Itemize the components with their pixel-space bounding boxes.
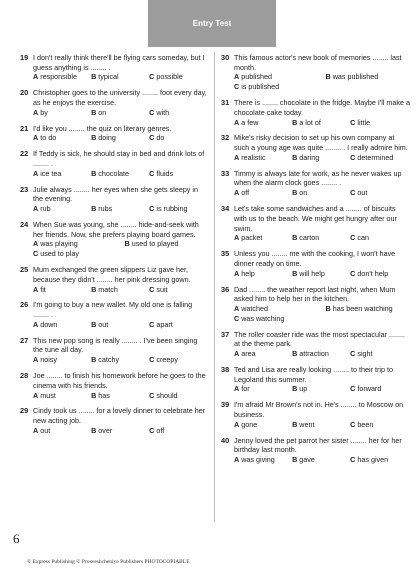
answer-option-b[interactable] <box>292 153 350 163</box>
option-letter: C <box>234 313 240 323</box>
option-letter: B <box>292 349 298 358</box>
answer-option-c[interactable] <box>149 169 207 179</box>
answer-option-c[interactable] <box>149 72 207 82</box>
answer-options <box>234 233 410 243</box>
option-text: determined <box>357 152 394 162</box>
option-text: daring <box>299 152 320 162</box>
option-letter: B <box>91 107 97 117</box>
answer-option-c[interactable] <box>149 391 207 401</box>
option-text: over <box>98 425 113 435</box>
answer-option-a[interactable] <box>234 118 292 128</box>
option-letter: C <box>350 384 356 394</box>
option-letter: B <box>91 319 97 329</box>
question-item <box>20 220 209 259</box>
page-title: Entry Test <box>192 19 232 28</box>
question-item <box>20 336 209 365</box>
option-letter: C <box>149 284 155 294</box>
answer-option-a[interactable] <box>234 72 326 82</box>
question-text: This famous actor's new book of memories ........ last month. <box>234 53 402 72</box>
option-letter: B <box>325 72 331 82</box>
question-text: Dad ........ the weather report last night, when Mum asked him to help her in the kitchen. <box>234 284 396 304</box>
option-letter: C <box>149 355 155 365</box>
question-text: Ted and Lisa are really looking ........ to their trip to Legoland this summer. <box>234 364 394 384</box>
answer-option-c[interactable] <box>33 249 209 259</box>
question-text: Mum exchanged the green slippers Liz gave her, because they didn't ........ her pink dressing gown. <box>33 265 191 284</box>
question-text: I'd like you ........ the quiz on literary genres. <box>33 123 172 133</box>
question-number: 31 <box>221 98 230 108</box>
option-text: catchy <box>98 355 120 365</box>
option-letter: C <box>33 249 39 259</box>
answer-option-a[interactable] <box>234 269 292 279</box>
question-number: 24 <box>20 220 29 229</box>
question-text: There is ........ chocolate in the fridge. Maybe I'll make a chocolate cake today. <box>234 98 410 117</box>
question-number: 26 <box>20 300 29 310</box>
answer-option-b[interactable] <box>91 426 149 436</box>
answer-option-b[interactable] <box>91 133 149 143</box>
option-text: will help <box>299 268 325 278</box>
answer-options <box>33 133 209 143</box>
option-letter: C <box>350 268 356 278</box>
option-letter: B <box>91 284 97 294</box>
option-letter: B <box>91 425 97 435</box>
option-letter: C <box>149 133 155 143</box>
option-letter: B <box>124 239 130 249</box>
question-text: Jenny loved the pet parrot her sister ........ her for her birthday last month. <box>234 435 402 455</box>
answer-option-b[interactable] <box>292 118 350 128</box>
option-text: don't help <box>357 268 389 278</box>
option-letter: B <box>292 117 298 127</box>
answer-option-b[interactable] <box>91 320 149 330</box>
question-number: 39 <box>221 400 230 410</box>
question-item <box>20 88 209 117</box>
option-text: packet <box>241 233 263 243</box>
question-number: 30 <box>221 53 230 62</box>
option-text: sight <box>357 349 373 358</box>
option-text: is rubbing <box>156 204 188 214</box>
question-item <box>221 436 410 465</box>
answer-options <box>33 239 209 258</box>
question-item <box>221 169 410 198</box>
answer-options <box>234 269 410 279</box>
option-letter: A <box>234 233 240 243</box>
option-text: help <box>241 268 255 278</box>
option-letter: C <box>350 455 356 465</box>
option-text: on <box>98 107 107 117</box>
question-item <box>20 300 209 329</box>
answer-options <box>33 320 209 330</box>
question-text: Christopher goes to the university ........ foot every day, as he enjoys the exercise. <box>33 88 207 108</box>
answer-option-c[interactable] <box>149 285 207 295</box>
question-text: Cindy took us ........ for a lovely dinner to celebrate her new acting job. <box>33 406 206 426</box>
option-text: was giving <box>241 455 275 465</box>
question-text: Unless you ........ me with the cooking, I won't have dinner ready on time. <box>234 249 396 268</box>
answer-option-a[interactable] <box>33 72 91 82</box>
option-text: for <box>241 384 250 394</box>
option-letter: A <box>33 390 39 400</box>
answer-option-a[interactable] <box>33 133 91 143</box>
option-text: match <box>98 284 118 294</box>
option-text: chocolate <box>98 168 130 178</box>
answer-options <box>33 204 209 214</box>
option-letter: B <box>292 419 298 429</box>
option-text: gone <box>241 419 258 429</box>
option-text: responsible <box>40 72 77 82</box>
option-letter: B <box>91 355 97 365</box>
question-number: 19 <box>20 53 29 62</box>
option-text: typical <box>98 72 119 82</box>
answer-option-b[interactable] <box>292 233 350 243</box>
question-number: 20 <box>20 88 29 98</box>
option-letter: A <box>234 188 240 198</box>
option-letter: A <box>234 72 240 82</box>
option-letter: A <box>33 239 39 249</box>
option-letter: B <box>325 303 331 313</box>
option-letter: A <box>234 455 240 465</box>
question-text: Mike's risky decision to set up his own company at such a young age was quite ........ . I really admire him. <box>234 133 408 153</box>
answer-option-b[interactable] <box>91 391 149 401</box>
answer-option-b[interactable] <box>292 455 350 465</box>
answer-option-b[interactable] <box>325 303 393 314</box>
option-letter: A <box>234 419 240 429</box>
page-number: 6 <box>13 531 20 546</box>
option-text: a lot of <box>299 117 321 127</box>
answer-option-a[interactable] <box>234 304 326 314</box>
answer-options <box>234 304 410 323</box>
option-letter: A <box>33 133 39 143</box>
option-text: rubs <box>98 204 113 214</box>
option-letter: B <box>91 72 97 82</box>
question-item <box>221 53 410 92</box>
question-text: Timmy is always late for work, as he never wakes up when the alarm clock goes ........ . <box>234 168 402 188</box>
option-letter: C <box>350 117 356 127</box>
option-letter: A <box>234 303 240 313</box>
option-text: do <box>156 133 165 143</box>
option-letter: B <box>292 152 298 162</box>
option-letter: B <box>91 204 97 214</box>
option-letter: A <box>33 204 39 214</box>
option-letter: C <box>350 233 356 243</box>
option-letter: B <box>91 168 97 178</box>
question-text: Let's take some sandwiches and a ........ of biscuits with us to the beach. We might get hungry after our swim. <box>234 204 397 233</box>
answer-option-b[interactable] <box>292 384 350 394</box>
answer-option-c[interactable] <box>149 108 207 118</box>
answer-option-a[interactable] <box>234 233 292 243</box>
question-item <box>20 265 209 294</box>
answer-option-a[interactable] <box>234 455 292 465</box>
answer-option-c[interactable] <box>350 233 408 243</box>
option-text: forward <box>357 384 382 394</box>
copyright-footer: © Express Publishing © Prosveshcheniye Publishers PHOTOCOPIABLE <box>27 559 190 565</box>
answer-options <box>234 349 410 359</box>
option-text: off <box>241 188 250 198</box>
option-text: is published <box>241 82 280 92</box>
option-text: out <box>40 425 51 435</box>
option-letter: A <box>33 319 39 329</box>
option-text: possible <box>156 72 183 82</box>
option-text: fluids <box>156 168 174 178</box>
answer-option-c[interactable] <box>149 320 207 330</box>
answer-option-b[interactable] <box>292 188 350 198</box>
option-text: fit <box>40 284 46 294</box>
question-number: 34 <box>221 204 230 214</box>
answer-option-a[interactable] <box>33 426 91 436</box>
option-text: has given <box>357 455 389 465</box>
option-letter: C <box>149 319 155 329</box>
question-number: 27 <box>20 335 29 345</box>
option-letter: B <box>292 455 298 465</box>
option-text: must <box>40 390 56 400</box>
option-letter: A <box>234 268 240 278</box>
option-text: was published <box>332 72 379 82</box>
option-letter: C <box>149 204 155 214</box>
question-number: 32 <box>221 133 230 143</box>
answer-options <box>33 355 209 365</box>
question-text: The roller coaster ride was the most spectacular ........ at the theme park. <box>234 329 405 349</box>
answer-options <box>234 420 410 430</box>
page-header-tab <box>148 0 276 47</box>
answer-option-c[interactable] <box>149 133 207 143</box>
answer-option-a[interactable] <box>33 355 91 365</box>
question-item <box>20 406 209 435</box>
answer-option-c[interactable] <box>149 426 207 436</box>
option-text: off <box>156 425 165 435</box>
answer-option-c[interactable] <box>350 188 408 198</box>
option-letter: B <box>91 390 97 400</box>
answer-option-c[interactable] <box>234 82 410 92</box>
answer-option-a[interactable] <box>234 384 292 394</box>
option-text: should <box>156 390 178 400</box>
option-text: with <box>156 107 170 117</box>
answer-option-a[interactable] <box>234 188 292 198</box>
option-text: out <box>357 188 368 198</box>
option-letter: A <box>33 107 39 117</box>
option-text: suit <box>156 284 168 294</box>
answer-options <box>234 384 410 394</box>
option-letter: A <box>234 384 240 394</box>
option-letter: A <box>234 349 240 358</box>
option-text: watched <box>241 303 268 313</box>
answer-option-a[interactable] <box>33 391 91 401</box>
option-text: creepy <box>156 355 178 365</box>
option-text: down <box>40 319 58 329</box>
question-item <box>221 133 410 162</box>
question-text: I don't really think there'll be flying cars someday, but I guess anything is ........ . <box>33 53 205 72</box>
option-letter: C <box>149 72 155 82</box>
question-item <box>20 149 209 178</box>
option-text: rub <box>40 204 51 214</box>
option-letter: A <box>33 72 39 82</box>
option-text: doing <box>98 133 116 143</box>
question-number: 38 <box>221 364 230 374</box>
question-number: 23 <box>20 184 29 194</box>
option-letter: C <box>149 107 155 117</box>
answer-option-a[interactable] <box>33 239 125 249</box>
answer-option-b[interactable] <box>326 72 384 82</box>
option-letter: C <box>350 188 356 198</box>
option-text: realistic <box>241 152 266 162</box>
option-text: gave <box>299 455 315 465</box>
option-letter: A <box>234 117 240 127</box>
option-text: used to played <box>131 239 179 249</box>
question-number: 29 <box>20 406 29 416</box>
question-number: 22 <box>20 149 29 159</box>
answer-option-c[interactable] <box>350 118 408 128</box>
answer-option-b[interactable] <box>91 285 149 295</box>
answer-option-b[interactable] <box>91 355 149 365</box>
answer-option-b[interactable] <box>91 169 149 179</box>
question-text: If Teddy is sick, he should stay in bed and drink lots of ........ . <box>33 149 205 169</box>
question-item <box>221 98 410 127</box>
option-letter: C <box>149 425 155 435</box>
answer-option-c[interactable] <box>350 269 408 279</box>
option-letter: C <box>350 152 356 162</box>
question-text: When Sue was young, she ........ hide-and-seek with her friends. Now, she prefers playing board games. <box>33 220 199 239</box>
answer-option-a[interactable] <box>33 169 91 179</box>
option-text: published <box>241 72 272 82</box>
answer-options <box>33 285 209 295</box>
answer-options <box>33 72 209 82</box>
column-divider <box>214 52 215 522</box>
answer-option-c[interactable] <box>350 455 408 465</box>
option-letter: C <box>149 390 155 400</box>
question-number: 28 <box>20 371 29 381</box>
option-text: area <box>241 349 256 358</box>
question-item <box>221 330 410 359</box>
answer-option-c[interactable] <box>149 355 207 365</box>
option-letter: C <box>350 419 356 429</box>
answer-option-a[interactable] <box>234 153 292 163</box>
option-text: to do <box>40 133 57 143</box>
option-letter: A <box>33 284 39 294</box>
option-letter: C <box>149 168 155 178</box>
option-letter: C <box>234 82 240 92</box>
question-item <box>20 53 209 82</box>
question-item <box>221 285 410 324</box>
question-item <box>221 365 410 394</box>
question-number: 36 <box>221 284 230 294</box>
option-text: little <box>357 117 371 127</box>
option-letter: A <box>33 425 39 435</box>
answer-option-b[interactable] <box>292 269 350 279</box>
answer-option-b[interactable] <box>125 239 183 249</box>
option-letter: A <box>33 355 39 365</box>
answer-option-a[interactable] <box>33 108 91 118</box>
right-question-column <box>221 53 410 471</box>
question-text: Julie always ........ her eyes when she gets sleepy in the evening. <box>33 184 198 204</box>
question-text: I'm going to buy a new wallet. My old one is falling ........ . <box>33 300 193 320</box>
answer-option-a[interactable] <box>33 320 91 330</box>
answer-options <box>234 118 410 128</box>
question-number: 40 <box>221 435 230 445</box>
answer-options <box>33 108 209 118</box>
question-item <box>20 371 209 400</box>
option-letter: A <box>234 152 240 162</box>
question-number: 21 <box>20 123 29 133</box>
option-text: on <box>299 188 308 198</box>
question-text: I'm afraid Mr Brown's not in. He's ........ to Moscow on business. <box>234 400 404 419</box>
option-text: can <box>357 233 369 243</box>
answer-option-b[interactable] <box>91 204 149 214</box>
question-item <box>20 124 209 143</box>
answer-option-b[interactable] <box>292 420 350 430</box>
option-letter: C <box>350 349 356 358</box>
option-text: been <box>357 419 374 429</box>
answer-option-a[interactable] <box>234 420 292 430</box>
answer-options <box>234 72 410 91</box>
answer-options <box>33 169 209 179</box>
answer-options <box>234 153 410 163</box>
option-text: up <box>299 384 308 394</box>
question-text: This new pop song is really ........ . I've been singing the tune all day. <box>33 335 198 355</box>
answer-option-c[interactable] <box>350 420 408 430</box>
option-text: was playing <box>40 239 78 249</box>
option-text: has been watching <box>332 303 393 313</box>
answer-option-b[interactable] <box>91 72 149 82</box>
answer-option-b[interactable] <box>91 108 149 118</box>
question-text: Joe ........ to finish his homework before he goes to the cinema with his friends. <box>33 371 206 390</box>
question-item <box>20 185 209 214</box>
option-text: was watching <box>241 313 285 323</box>
answer-option-c[interactable] <box>234 314 410 324</box>
option-text: noisy <box>40 355 57 365</box>
answer-options <box>234 188 410 198</box>
option-text: ice tea <box>40 168 62 178</box>
option-text: by <box>40 107 48 117</box>
question-number: 25 <box>20 265 29 275</box>
option-text: apart <box>156 319 173 329</box>
question-item <box>221 204 410 243</box>
option-letter: B <box>292 384 298 394</box>
option-text: a few <box>241 117 259 127</box>
option-text: attraction <box>299 349 329 358</box>
answer-option-c[interactable] <box>350 153 408 163</box>
option-letter: B <box>292 188 298 198</box>
answer-option-a[interactable] <box>33 204 91 214</box>
option-text: out <box>98 319 109 329</box>
answer-option-c[interactable] <box>350 384 408 394</box>
option-text: used to play <box>40 249 79 259</box>
answer-options <box>33 391 209 401</box>
answer-option-c[interactable] <box>350 349 408 359</box>
question-number: 37 <box>221 329 230 339</box>
left-question-column <box>20 53 209 442</box>
option-text: has <box>98 390 110 400</box>
option-letter: B <box>91 133 97 143</box>
option-letter: B <box>292 268 298 278</box>
answer-option-a[interactable] <box>33 285 91 295</box>
question-number: 35 <box>221 249 230 259</box>
answer-options <box>33 426 209 436</box>
answer-option-c[interactable] <box>149 204 207 214</box>
option-text: carton <box>299 233 320 243</box>
option-text: went <box>299 419 315 429</box>
question-item <box>221 249 410 278</box>
answer-options <box>234 455 410 465</box>
answer-option-a[interactable] <box>234 349 292 359</box>
option-letter: B <box>292 233 298 243</box>
question-number: 33 <box>221 168 230 178</box>
answer-option-b[interactable] <box>292 349 350 359</box>
question-item <box>221 400 410 429</box>
option-letter: A <box>33 168 39 178</box>
